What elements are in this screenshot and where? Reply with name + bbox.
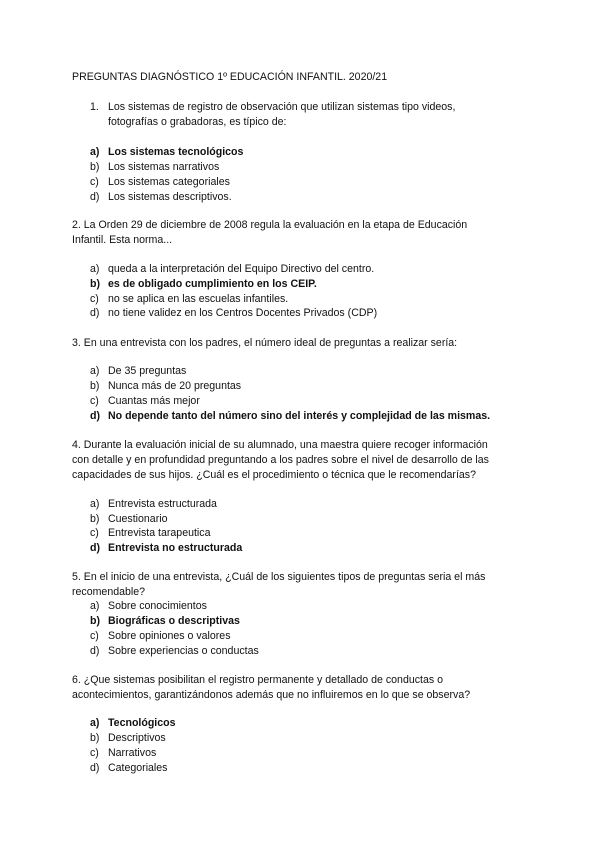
question-text-line: 2. La Orden 29 de diciembre de 2008 regula la evaluación en la etapa de Educación bbox=[72, 219, 468, 231]
option-text: Los sistemas tecnológicos bbox=[108, 146, 244, 158]
option-text: Descriptivos bbox=[108, 732, 166, 744]
option-letter: a) bbox=[90, 498, 100, 510]
page-title: PREGUNTAS DIAGNÓSTICO 1º EDUCACIÓN INFANTIL. 2020/21 bbox=[72, 71, 388, 83]
option-text: Los sistemas narrativos bbox=[108, 161, 220, 173]
option-text: Categoriales bbox=[108, 762, 168, 774]
question-text-line: 5. En el inicio de una entrevista, ¿Cuál de los siguientes tipos de preguntas seria el más bbox=[72, 571, 486, 583]
question-text-line: 6. ¿Que sistemas posibilitan el registro permanente y detallado de conductas o bbox=[72, 674, 443, 686]
question-text-line: recomendable? bbox=[72, 586, 146, 598]
option-text: No depende tanto del número sino del interés y complejidad de las mismas. bbox=[108, 410, 491, 422]
option-text: Biográficas o descriptivas bbox=[108, 615, 240, 627]
option-text: queda a la interpretación del Equipo Directivo del centro. bbox=[108, 263, 375, 275]
option-letter: c) bbox=[90, 747, 99, 759]
option-text: es de obligado cumplimiento en los CEIP. bbox=[108, 278, 317, 290]
question-text-line: capacidades de sus hijos. ¿Cuál es el procedimiento o técnica que le recomendarías? bbox=[72, 469, 476, 481]
option-letter: c) bbox=[90, 395, 99, 407]
option-text: Sobre experiencias o conductas bbox=[108, 645, 259, 657]
option-text: no se aplica en las escuelas infantiles. bbox=[108, 293, 289, 305]
question-text-line: acontecimientos, garantizándonos además que no influiremos en lo que se observa? bbox=[72, 689, 471, 701]
option-letter: b) bbox=[90, 615, 100, 627]
option-letter: a) bbox=[90, 146, 100, 158]
option-letter: d) bbox=[90, 645, 100, 657]
option-letter: a) bbox=[90, 600, 100, 612]
option-text: Tecnológicos bbox=[108, 717, 176, 729]
question-text-line: Infantil. Esta norma... bbox=[72, 234, 173, 246]
option-letter: d) bbox=[90, 762, 100, 774]
option-text: Sobre conocimientos bbox=[108, 600, 207, 612]
option-letter: b) bbox=[90, 161, 100, 173]
option-text: Los sistemas categoriales bbox=[108, 176, 230, 188]
option-letter: a) bbox=[90, 717, 100, 729]
option-letter: c) bbox=[90, 527, 99, 539]
question-text-line: 4. Durante la evaluación inicial de su alumnado, una maestra quiere recoger información bbox=[72, 439, 488, 451]
option-text: Entrevista no estructurada bbox=[108, 542, 243, 554]
option-text: De 35 preguntas bbox=[108, 365, 187, 377]
option-letter: b) bbox=[90, 380, 100, 392]
option-letter: c) bbox=[90, 293, 99, 305]
option-letter: a) bbox=[90, 263, 100, 275]
option-text: Narrativos bbox=[108, 747, 157, 759]
option-text: Sobre opiniones o valores bbox=[108, 630, 231, 642]
option-text: Nunca más de 20 preguntas bbox=[108, 380, 242, 392]
option-letter: d) bbox=[90, 191, 100, 203]
question-text-line: 3. En una entrevista con los padres, el número ideal de preguntas a realizar sería: bbox=[72, 337, 458, 349]
option-text: Cuestionario bbox=[108, 513, 168, 525]
question-number: 1. bbox=[90, 101, 99, 113]
question-text-line: fotografías o grabadoras, es típico de: bbox=[108, 116, 287, 128]
option-letter: c) bbox=[90, 630, 99, 642]
option-text: Entrevista tarapeutica bbox=[108, 527, 211, 539]
option-letter: d) bbox=[90, 542, 100, 554]
option-letter: b) bbox=[90, 513, 100, 525]
option-text: no tiene validez en los Centros Docentes Privados (CDP) bbox=[108, 307, 378, 319]
option-letter: a) bbox=[90, 365, 100, 377]
option-text: Cuantas más mejor bbox=[108, 395, 200, 407]
option-letter: d) bbox=[90, 307, 100, 319]
option-letter: b) bbox=[90, 732, 100, 744]
option-text: Entrevista estructurada bbox=[108, 498, 217, 510]
option-letter: d) bbox=[90, 410, 100, 422]
option-text: Los sistemas descriptivos. bbox=[108, 191, 232, 203]
question-text-line: con detalle y en profundidad preguntando a los padres sobre el nivel de desarrollo de las bbox=[72, 454, 489, 466]
question-text-line: Los sistemas de registro de observación que utilizan sistemas tipo videos, bbox=[108, 101, 456, 113]
option-letter: c) bbox=[90, 176, 99, 188]
option-letter: b) bbox=[90, 278, 100, 290]
